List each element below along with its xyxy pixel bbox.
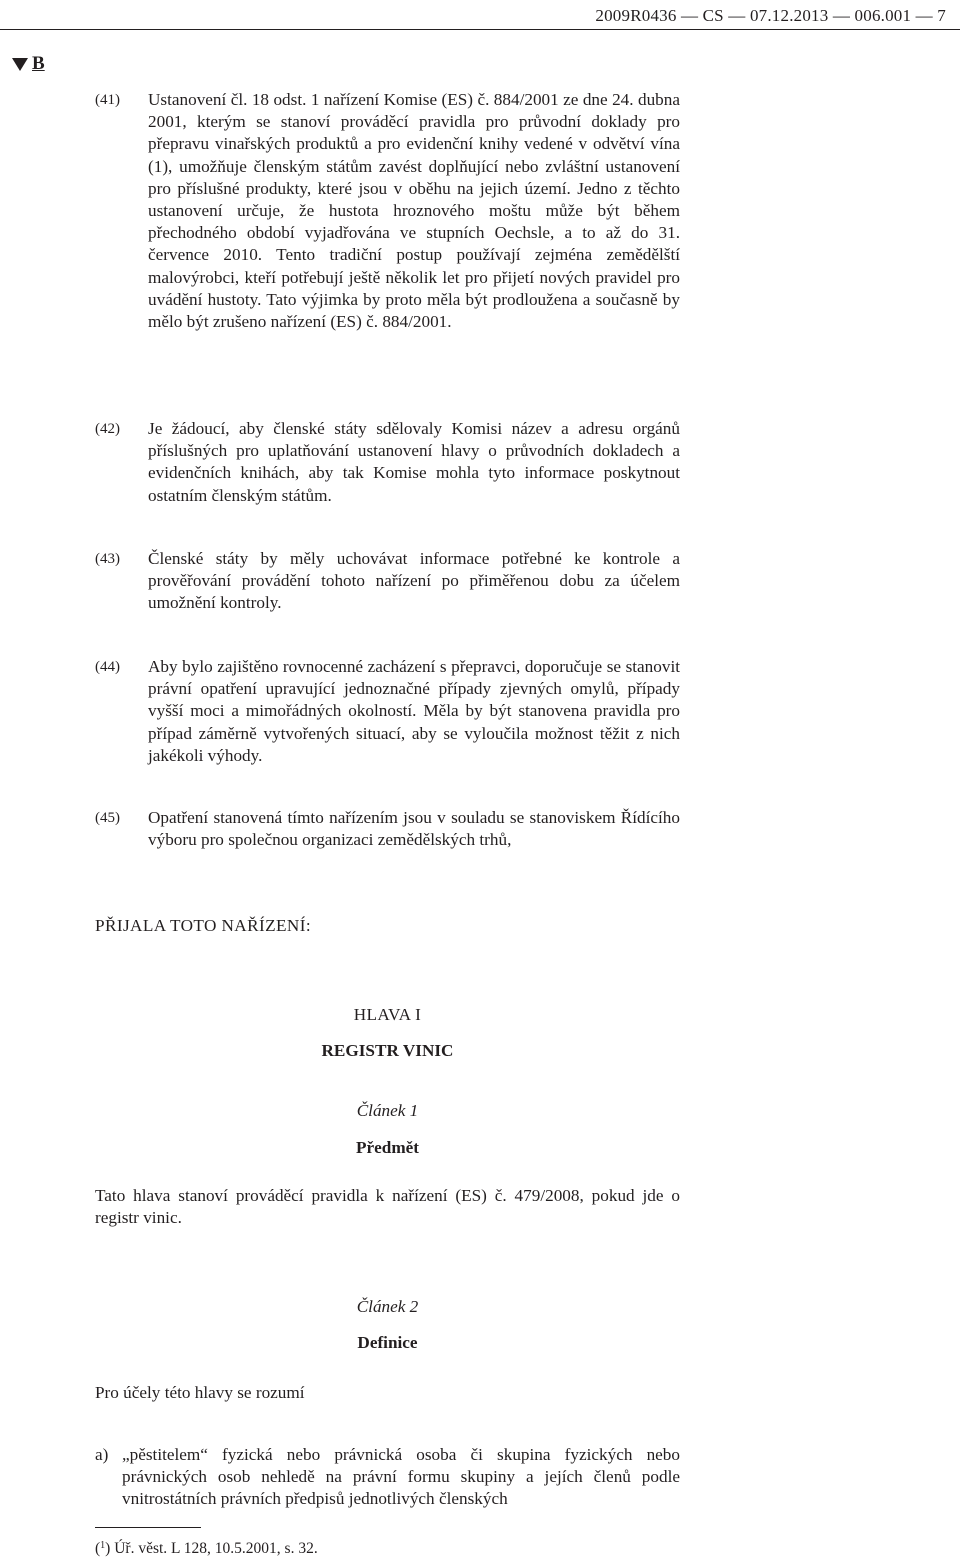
article-2-heading: Definice xyxy=(357,1333,418,1352)
recital-44 xyxy=(95,656,680,767)
footnote-rule xyxy=(95,1527,201,1528)
article-2-number: Článek 2 xyxy=(356,1297,419,1316)
amendment-marker-label: B xyxy=(32,53,45,74)
article-1-text: Tato hlava stanoví prováděcí pravidla k nařízení (ES) č. 479/2008, pokud jde o registr vinic. xyxy=(95,1186,680,1228)
recital-42 xyxy=(95,418,680,507)
recital-45 xyxy=(95,807,680,851)
definition-a xyxy=(95,1444,680,1511)
recital-text: Členské státy by měly uchovávat informace potřebné ke kontrole a prověřování provádění tohoto nařízení po přiměřenou dobu za účelem umožnění kontroly. xyxy=(148,549,680,613)
footnote-text: Úř. věst. L 128, 10.5.2001, s. 32. xyxy=(114,1540,318,1557)
recital-text: Opatření stanovená tímto nařízením jsou v souladu se stanoviskem Řídícího výboru pro společnou organizaci zemědělských trhů, xyxy=(148,808,680,850)
footnote-mark: 1 xyxy=(100,1540,106,1551)
amendment-marker xyxy=(12,53,45,75)
recital-text: Ustanovení čl. 18 odst. 1 nařízení Komise (ES) č. 884/2001 ze dne 24. dubna 2001, kterým se stanoví prováděcí pravidla pro průvodní doklady pro přepravu vinařských produktů a pro evidenční knihy vedené v odvětví vína (1), umožňuje členským státům zavést doplňující nebo zvláštní ustanovení pro příslušné produkty, které jsou v oběhu na jejich území. Jedno z těchto ustanovení určuje, že hustota hroznového moštu může být během přechodného období vyjadřována ve stupních Oechsle, a to až do 31. července 2010. Tento tradiční postup používají zejména zemědělští malovýrobci, kteří potřebují ještě několik let pro přijetí nových pravidel pro uvádění hustoty. Tato výjimka by proto měla být prodloužena a současně by mělo být zrušeno nařízení (ES) č. 884/2001. xyxy=(148,90,680,332)
recital-number: (42) xyxy=(95,421,120,437)
recital-number: (41) xyxy=(95,92,120,108)
article-2-text: Pro účely této hlavy se rozumí xyxy=(95,1383,305,1402)
adoption-formula: PŘIJALA TOTO NAŘÍZENÍ: xyxy=(95,916,312,935)
recital-text: Aby bylo zajištěno rovnocenné zacházení s přepravci, doporučuje se stanovit právní opatření upravující jednoznačné případy zjevných omylů, případy vyšší moci a mimořádných okolností. Měla by být stanovena pravidla pro případ záměrně vytvořených situací, aby se vyloučila možnost těžit z nich jakékoli výhody. xyxy=(148,657,680,765)
triangle-down-icon xyxy=(12,58,28,71)
footnote: ($^1$) Úř. věst. L 128, 10.5.2001, s. 32. xyxy=(95,1540,318,1557)
running-header: 2009R0436 — CS — 07.12.2013 — 006.001 — 7 xyxy=(595,6,946,25)
recital-number: (43) xyxy=(95,551,120,567)
title-name: REGISTR VINIC xyxy=(321,1041,454,1060)
header-rule xyxy=(0,29,960,30)
recital-number: (45) xyxy=(95,810,120,826)
recital-41 xyxy=(95,89,680,333)
definition-text: „pěstitelem“ fyzická nebo právnická osoba či skupina fyzických nebo právnických osob nehledě na právní formu skupiny a jejích členů podle vnitrostátních právních předpisů jednotlivých členských xyxy=(122,1445,680,1509)
recital-number: (44) xyxy=(95,659,120,675)
definition-mark: a) xyxy=(95,1445,109,1464)
title-number: HLAVA I xyxy=(353,1005,422,1024)
article-1-number: Článek 1 xyxy=(356,1101,419,1120)
recital-43 xyxy=(95,548,680,615)
article-1-heading: Předmět xyxy=(356,1138,419,1157)
recital-text: Je žádoucí, aby členské státy sdělovaly Komisi název a adresu orgánů příslušných pro uplatňování ustanovení hlavy o průvodních dokladech a evidenčních knihách, aby tak Komise mohla tyto informace poskytnout ostatním členským státům. xyxy=(148,419,680,505)
